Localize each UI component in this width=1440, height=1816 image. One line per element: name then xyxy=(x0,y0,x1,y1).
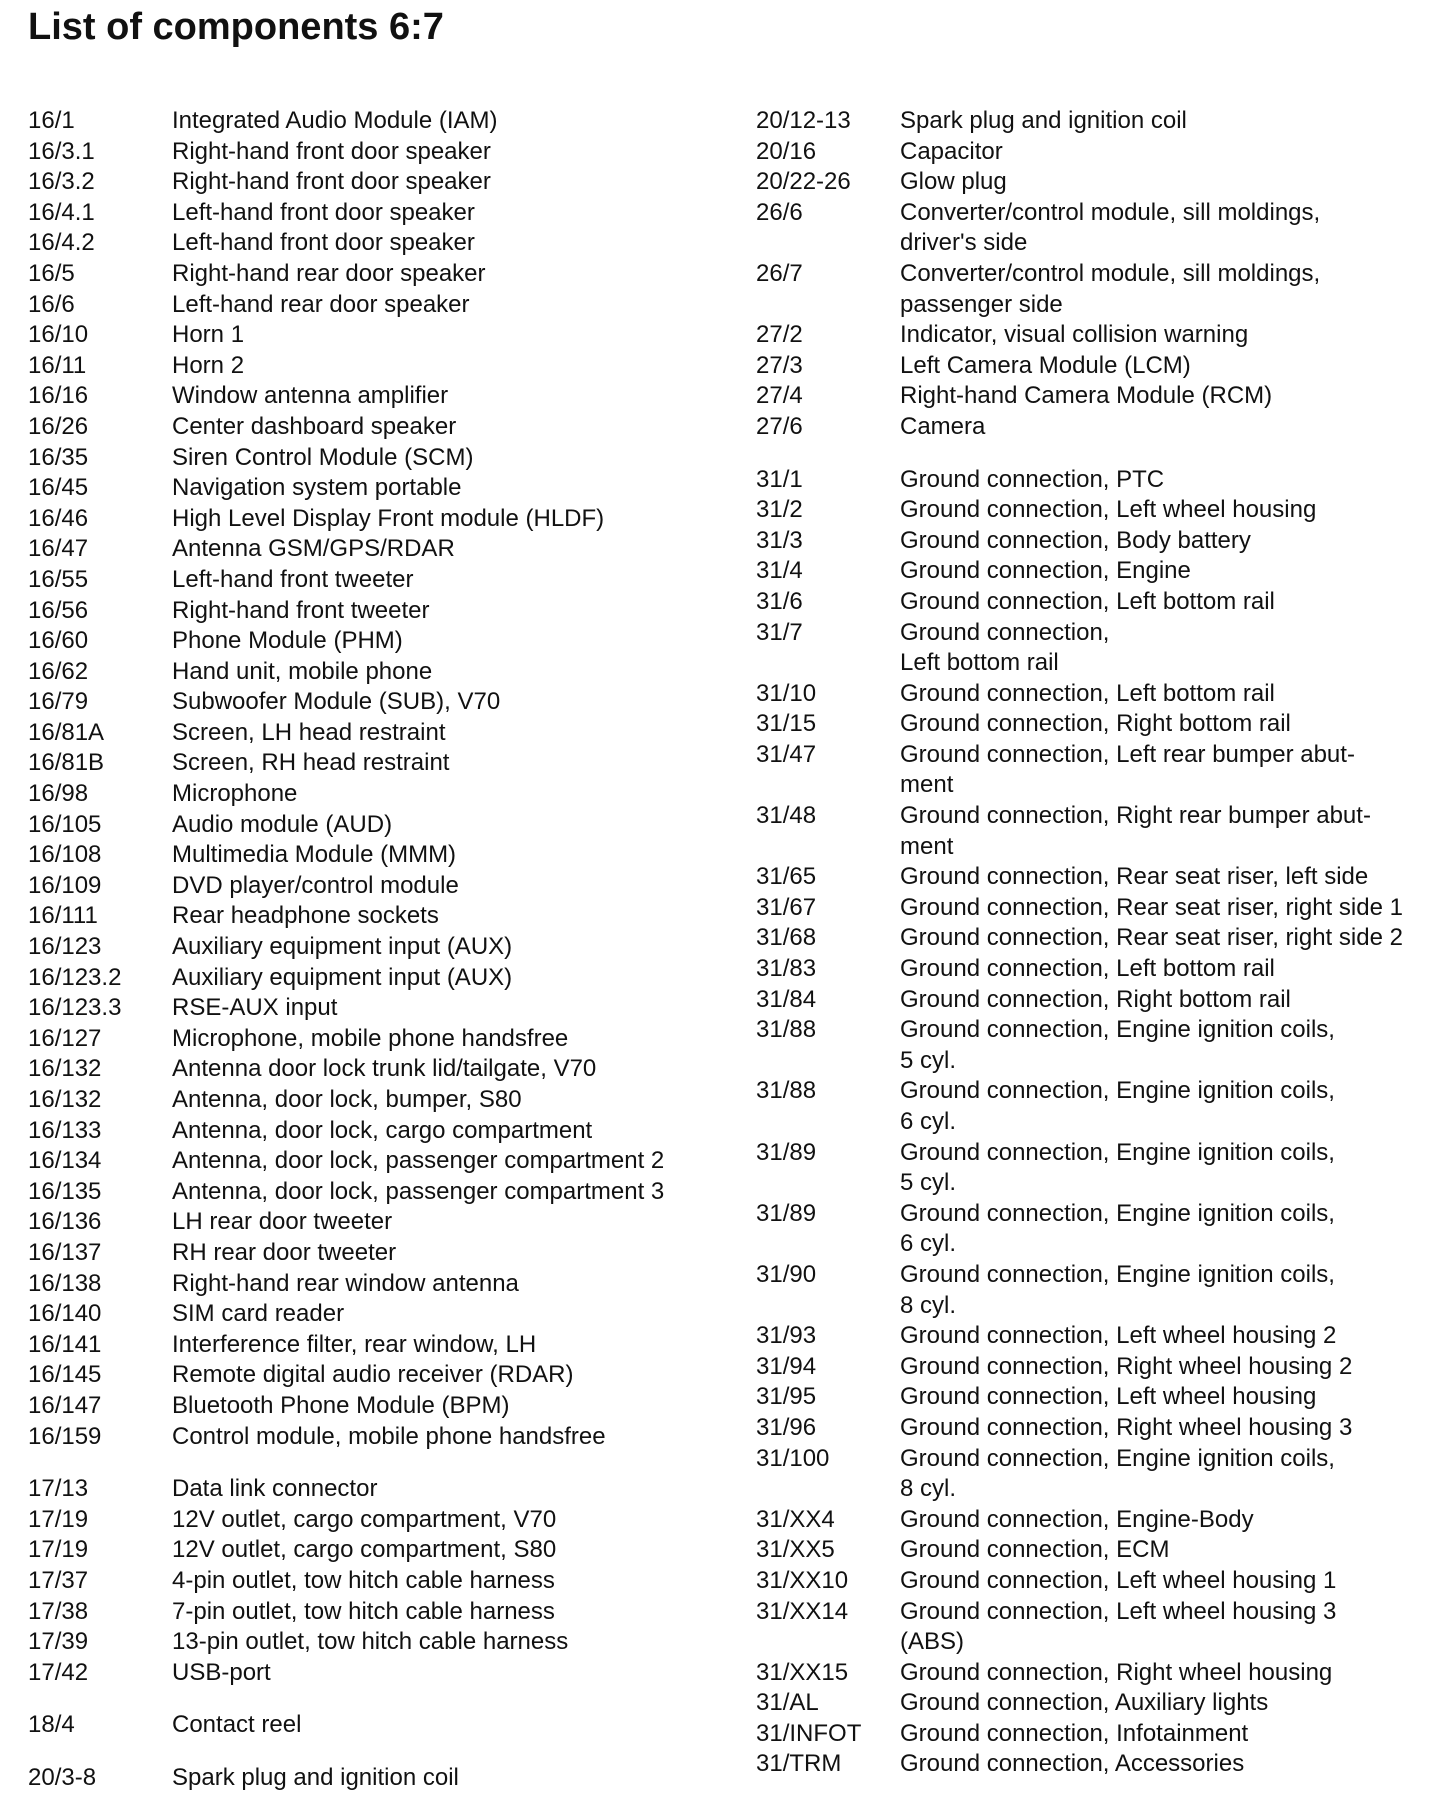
component-row xyxy=(756,495,1436,526)
component-description: Ground connection, PTC xyxy=(900,465,1165,493)
component-row xyxy=(28,1146,728,1177)
component-code: 31/65 xyxy=(756,863,817,891)
component-code: 26/6 xyxy=(756,198,803,226)
component-description: Ground connection, Engine ignition coils, 8 cyl. xyxy=(900,1444,1335,1503)
component-code: 16/62 xyxy=(28,657,89,685)
component-row xyxy=(28,1024,728,1055)
component-description: Interference filter, rear window, LH xyxy=(172,1330,537,1358)
component-code: 16/123.2 xyxy=(28,963,122,991)
component-row xyxy=(756,1199,1436,1260)
component-description: RH rear door tweeter xyxy=(172,1238,397,1266)
component-row xyxy=(28,1658,728,1689)
component-row xyxy=(756,801,1436,862)
component-description: DVD player/control module xyxy=(172,871,459,899)
component-group xyxy=(756,465,1436,1781)
component-row xyxy=(28,412,728,443)
component-code: 31/3 xyxy=(756,526,803,554)
component-row xyxy=(756,556,1436,587)
component-row xyxy=(756,381,1436,412)
component-description: 4-pin outlet, tow hitch cable harness xyxy=(172,1566,555,1594)
component-row xyxy=(756,893,1436,924)
component-row xyxy=(28,1330,728,1361)
component-code: 16/98 xyxy=(28,780,89,808)
component-code: 16/133 xyxy=(28,1116,102,1144)
component-code: 16/135 xyxy=(28,1177,102,1205)
component-code: 16/81A xyxy=(28,718,105,746)
component-code: 31/89 xyxy=(756,1138,817,1166)
component-row xyxy=(28,1360,728,1391)
component-row xyxy=(28,810,728,841)
component-row xyxy=(756,1505,1436,1536)
component-row xyxy=(756,1076,1436,1137)
component-code: 16/3.2 xyxy=(28,168,95,196)
component-description: Control module, mobile phone handsfree xyxy=(172,1422,606,1450)
component-code: 31/7 xyxy=(756,618,803,646)
component-row xyxy=(28,901,728,932)
component-row xyxy=(756,1597,1436,1658)
component-code: 31/88 xyxy=(756,1077,817,1105)
component-code: 16/159 xyxy=(28,1422,102,1450)
component-row xyxy=(28,1116,728,1147)
component-description: Antenna door lock trunk lid/tailgate, V70 xyxy=(172,1055,597,1083)
component-description: Audio module (AUD) xyxy=(172,810,393,838)
component-description: Converter/control module, sill moldings, passenger side xyxy=(900,259,1321,318)
component-code: 16/136 xyxy=(28,1208,102,1236)
component-description: Antenna, door lock, bumper, S80 xyxy=(172,1086,522,1113)
component-description: Right-hand rear door speaker xyxy=(172,259,486,287)
component-row xyxy=(28,473,728,504)
component-row xyxy=(756,106,1436,137)
component-code: 16/147 xyxy=(28,1391,102,1419)
component-row xyxy=(756,1535,1436,1566)
component-description: Camera xyxy=(900,412,986,440)
component-row xyxy=(28,626,728,657)
component-description: SIM card reader xyxy=(172,1300,345,1328)
component-row xyxy=(28,167,728,198)
component-code: 27/2 xyxy=(756,321,803,349)
component-row xyxy=(28,1177,728,1208)
component-code: 16/141 xyxy=(28,1330,102,1358)
component-code: 27/6 xyxy=(756,412,803,440)
component-code: 16/55 xyxy=(28,565,89,593)
component-row xyxy=(756,1749,1436,1780)
component-row xyxy=(28,320,728,351)
component-code: 31/2 xyxy=(756,496,803,524)
component-description: Remote digital audio receiver (RDAR) xyxy=(172,1361,574,1389)
component-code: 16/4.1 xyxy=(28,198,95,226)
component-row xyxy=(28,290,728,321)
component-row xyxy=(756,1719,1436,1750)
component-description: RSE-AUX input xyxy=(172,994,338,1022)
component-row xyxy=(28,993,728,1024)
component-description: Indicator, visual collision warning xyxy=(900,321,1249,349)
component-row xyxy=(28,1710,728,1741)
component-row xyxy=(756,320,1436,351)
component-code: 31/INFOT xyxy=(756,1719,862,1747)
component-row xyxy=(28,1763,728,1794)
component-description: Ground connection, Engine ignition coils, 6 cyl. xyxy=(900,1077,1335,1135)
component-description: Navigation system portable xyxy=(172,474,462,502)
component-row xyxy=(28,1269,728,1300)
component-code: 17/19 xyxy=(28,1536,89,1564)
component-code: 17/13 xyxy=(28,1475,89,1503)
component-code: 20/22-26 xyxy=(756,168,851,196)
component-row xyxy=(756,923,1436,954)
component-group xyxy=(28,106,728,1452)
component-description: Ground connection, Left rear bumper abut- ment xyxy=(900,740,1355,799)
component-code: 16/138 xyxy=(28,1269,102,1297)
component-description: Horn 1 xyxy=(172,321,245,349)
component-description: Ground connection, Rear seat riser, right side 2 xyxy=(900,924,1403,952)
component-row xyxy=(756,198,1436,259)
component-code: 16/109 xyxy=(28,871,102,899)
component-description: Ground connection, Accessories xyxy=(900,1750,1245,1778)
component-description: Glow plug xyxy=(900,168,1007,196)
component-description: Ground connection, Engine ignition coils, 5 cyl. xyxy=(900,1016,1335,1074)
component-row xyxy=(28,748,728,779)
component-description: Ground connection, Right bottom rail xyxy=(900,710,1291,738)
component-code: 16/123.3 xyxy=(28,994,122,1022)
component-code: 18/4 xyxy=(28,1711,75,1739)
component-description: Ground connection, Left bottom rail xyxy=(900,587,1275,615)
component-row xyxy=(756,1566,1436,1597)
component-code: 16/4.2 xyxy=(28,229,95,257)
component-code: 16/132 xyxy=(28,1055,102,1083)
component-code: 31/68 xyxy=(756,924,817,952)
component-code: 16/111 xyxy=(28,902,98,930)
component-code: 31/6 xyxy=(756,587,803,615)
component-description: Left-hand rear door speaker xyxy=(172,290,470,318)
component-description: Antenna, door lock, passenger compartment 2 xyxy=(172,1147,665,1175)
component-code: 31/XX15 xyxy=(756,1658,849,1686)
component-description: Left-hand front door speaker xyxy=(172,229,475,257)
component-group xyxy=(28,1710,728,1741)
component-description: Center dashboard speaker xyxy=(172,412,457,440)
component-row xyxy=(756,137,1436,168)
component-code: 16/140 xyxy=(28,1300,102,1328)
component-description: Contact reel xyxy=(172,1711,302,1739)
component-description: Ground connection, Left wheel housing xyxy=(900,1383,1317,1411)
component-description: Antenna, door lock, passenger compartment 3 xyxy=(172,1177,665,1205)
component-row xyxy=(756,1352,1436,1383)
component-code: 31/AL xyxy=(756,1689,819,1717)
component-description: Ground connection, Auxiliary lights xyxy=(900,1689,1269,1717)
component-row xyxy=(28,779,728,810)
component-row xyxy=(28,1207,728,1238)
component-row xyxy=(28,198,728,229)
component-description: Antenna GSM/GPS/RDAR xyxy=(172,535,455,563)
component-code: 16/108 xyxy=(28,841,102,869)
component-code: 16/123 xyxy=(28,933,102,961)
component-row xyxy=(756,862,1436,893)
left-column xyxy=(28,106,728,1815)
component-code: 16/46 xyxy=(28,504,89,532)
component-description: Ground connection, Engine ignition coils, 8 cyl. xyxy=(900,1260,1335,1319)
component-code: 31/94 xyxy=(756,1352,817,1380)
component-row xyxy=(28,1505,728,1536)
component-description: Left-hand front tweeter xyxy=(172,565,414,593)
component-description: Window antenna amplifier xyxy=(172,382,449,410)
component-description: Ground connection, Right wheel housing 2 xyxy=(900,1352,1353,1380)
component-code: 31/4 xyxy=(756,557,803,585)
component-row xyxy=(756,1688,1436,1719)
component-group xyxy=(28,1474,728,1688)
component-row xyxy=(756,1260,1436,1321)
component-row xyxy=(756,351,1436,382)
component-row xyxy=(756,167,1436,198)
component-row xyxy=(28,1391,728,1422)
component-description: Microphone xyxy=(172,780,298,808)
component-code: 31/48 xyxy=(756,802,817,830)
component-row xyxy=(28,840,728,871)
component-row xyxy=(28,228,728,259)
component-row xyxy=(28,657,728,688)
component-row xyxy=(28,1238,728,1269)
component-code: 16/10 xyxy=(28,321,89,349)
component-description: Data link connector xyxy=(172,1475,378,1503)
component-description: Screen, LH head restraint xyxy=(172,718,446,746)
component-description: Ground connection, Right wheel housing 3 xyxy=(900,1413,1353,1441)
component-code: 20/3-8 xyxy=(28,1763,97,1791)
component-code: 16/47 xyxy=(28,535,89,563)
component-row xyxy=(28,871,728,902)
component-row xyxy=(28,1474,728,1505)
component-code: 31/96 xyxy=(756,1413,817,1441)
component-code: 27/3 xyxy=(756,351,803,379)
component-row xyxy=(28,963,728,994)
component-code: 16/26 xyxy=(28,412,89,440)
component-code: 16/56 xyxy=(28,596,89,624)
component-row xyxy=(28,1566,728,1597)
component-code: 16/137 xyxy=(28,1238,102,1266)
component-description: Horn 2 xyxy=(172,351,245,379)
component-row xyxy=(756,1658,1436,1689)
component-code: 16/1 xyxy=(28,107,75,134)
component-code: 16/79 xyxy=(28,688,89,716)
component-description: Ground connection, Engine xyxy=(900,557,1191,585)
component-code: 31/88 xyxy=(756,1016,817,1044)
component-row xyxy=(756,740,1436,801)
component-row xyxy=(756,709,1436,740)
component-code: 31/95 xyxy=(756,1383,817,1411)
component-code: 31/100 xyxy=(756,1444,830,1472)
component-description: Microphone, mobile phone handsfree xyxy=(172,1024,569,1052)
component-row xyxy=(28,1085,728,1116)
component-description: 7-pin outlet, tow hitch cable harness xyxy=(172,1597,555,1625)
component-row xyxy=(28,565,728,596)
component-row xyxy=(756,954,1436,985)
component-description: Right-hand rear window antenna xyxy=(172,1269,519,1297)
component-row xyxy=(28,932,728,963)
component-code: 16/45 xyxy=(28,474,89,502)
component-description: Ground connection, Left wheel housing 3 (ABS) xyxy=(900,1597,1337,1656)
component-description: 13-pin outlet, tow hitch cable harness xyxy=(172,1628,569,1656)
component-code: 16/60 xyxy=(28,627,89,655)
component-code: 16/3.1 xyxy=(28,137,95,165)
component-row xyxy=(28,259,728,290)
component-row xyxy=(28,1597,728,1628)
right-column xyxy=(756,106,1436,1802)
component-code: 17/39 xyxy=(28,1628,89,1656)
component-description: Right-hand front door speaker xyxy=(172,137,491,165)
component-row xyxy=(28,351,728,382)
component-code: 31/XX10 xyxy=(756,1566,849,1594)
component-description: Antenna, door lock, cargo compartment xyxy=(172,1116,593,1144)
component-row xyxy=(28,1422,728,1453)
component-code: 20/16 xyxy=(756,137,817,165)
component-description: Ground connection, Body battery xyxy=(900,526,1251,554)
component-description: Siren Control Module (SCM) xyxy=(172,443,474,471)
component-description: Ground connection, Right rear bumper abut- ment xyxy=(900,802,1371,860)
component-description: Ground connection, Left wheel housing 2 xyxy=(900,1322,1337,1350)
component-description: Left Camera Module (LCM) xyxy=(900,351,1191,379)
component-row xyxy=(756,679,1436,710)
component-description: Spark plug and ignition coil xyxy=(172,1763,459,1791)
component-row xyxy=(28,443,728,474)
component-row xyxy=(756,1138,1436,1199)
component-code: 16/5 xyxy=(28,259,75,287)
component-code: 17/42 xyxy=(28,1658,89,1686)
component-code: 16/16 xyxy=(28,382,89,410)
component-row xyxy=(756,587,1436,618)
component-code: 16/35 xyxy=(28,443,89,471)
component-code: 20/12-13 xyxy=(756,107,851,134)
component-description: Ground connection, Right wheel housing xyxy=(900,1658,1333,1686)
component-code: 31/83 xyxy=(756,955,817,983)
component-description: Ground connection, Left wheel housing xyxy=(900,496,1317,524)
component-code: 31/10 xyxy=(756,679,817,707)
component-code: 16/6 xyxy=(28,290,75,318)
component-code: 31/93 xyxy=(756,1322,817,1350)
component-description: Ground connection, Rear seat riser, right side 1 xyxy=(900,893,1403,921)
component-code: 16/134 xyxy=(28,1147,102,1175)
component-description: Right-hand front door speaker xyxy=(172,168,491,196)
component-code: 16/127 xyxy=(28,1024,102,1052)
component-description: Ground connection, Left bottom rail xyxy=(900,679,1275,707)
component-code: 17/37 xyxy=(28,1566,89,1594)
component-row xyxy=(756,1444,1436,1505)
component-description: Ground connection, Engine ignition coils, 5 cyl. xyxy=(900,1138,1335,1197)
component-row xyxy=(28,137,728,168)
component-description: Hand unit, mobile phone xyxy=(172,657,433,685)
component-description: Multimedia Module (MMM) xyxy=(172,841,457,869)
component-description: High Level Display Front module (HLDF) xyxy=(172,504,605,532)
component-description: Ground connection, Left bottom rail xyxy=(900,618,1110,677)
component-code: 31/89 xyxy=(756,1199,817,1227)
component-description: Rear headphone sockets xyxy=(172,902,439,930)
component-code: 31/90 xyxy=(756,1260,817,1288)
component-code: 31/1 xyxy=(756,465,803,493)
component-code: 27/4 xyxy=(756,382,803,410)
component-description: Screen, RH head restraint xyxy=(172,749,450,777)
component-code: 17/19 xyxy=(28,1505,89,1533)
component-group xyxy=(756,106,1436,443)
component-row xyxy=(756,985,1436,1016)
component-description: Bluetooth Phone Module (BPM) xyxy=(172,1391,510,1419)
component-description: Capacitor xyxy=(900,137,1003,165)
component-row xyxy=(28,504,728,535)
component-row xyxy=(28,1627,728,1658)
component-description: 12V outlet, cargo compartment, V70 xyxy=(172,1505,557,1533)
component-description: Phone Module (PHM) xyxy=(172,627,403,655)
component-description: USB-port xyxy=(172,1658,271,1686)
component-description: Right-hand front tweeter xyxy=(172,596,430,624)
component-group xyxy=(28,1763,728,1794)
component-description: Auxiliary equipment input (AUX) xyxy=(172,933,513,961)
component-description: Subwoofer Module (SUB), V70 xyxy=(172,688,501,716)
component-row xyxy=(756,1015,1436,1076)
component-description: 12V outlet, cargo compartment, S80 xyxy=(172,1536,557,1564)
component-row xyxy=(756,465,1436,496)
component-description: Ground connection, Infotainment xyxy=(900,1719,1249,1747)
component-code: 16/145 xyxy=(28,1361,102,1389)
component-code: 31/XX4 xyxy=(756,1505,835,1533)
component-description: Ground connection, Rear seat riser, left side xyxy=(900,863,1369,891)
component-description: Spark plug and ignition coil xyxy=(900,107,1187,134)
component-description: Auxiliary equipment input (AUX) xyxy=(172,963,513,991)
component-description: Ground connection, Engine ignition coils, 6 cyl. xyxy=(900,1199,1335,1258)
component-row xyxy=(756,1382,1436,1413)
component-code: 26/7 xyxy=(756,259,803,287)
component-code: 31/15 xyxy=(756,710,817,738)
component-row xyxy=(756,526,1436,557)
component-row xyxy=(756,412,1436,443)
component-code: 31/84 xyxy=(756,985,817,1013)
component-row xyxy=(28,381,728,412)
component-row xyxy=(28,1299,728,1330)
component-code: 31/XX5 xyxy=(756,1536,835,1564)
component-code: 31/67 xyxy=(756,893,817,921)
page-title: List of components 6:7 xyxy=(28,6,444,48)
component-description: Ground connection, Engine-Body xyxy=(900,1505,1254,1533)
component-description: LH rear door tweeter xyxy=(172,1208,393,1236)
component-code: 17/38 xyxy=(28,1597,89,1625)
component-code: 16/132 xyxy=(28,1086,102,1113)
component-row xyxy=(756,1413,1436,1444)
component-row xyxy=(28,718,728,749)
component-code: 16/11 xyxy=(28,351,87,379)
component-code: 16/81B xyxy=(28,749,105,777)
component-description: Ground connection, Right bottom rail xyxy=(900,985,1291,1013)
component-row xyxy=(28,596,728,627)
component-row xyxy=(756,618,1436,679)
component-description: Ground connection, ECM xyxy=(900,1536,1170,1564)
component-code: 16/105 xyxy=(28,810,102,838)
component-row xyxy=(28,106,728,137)
component-code: 31/47 xyxy=(756,740,817,768)
component-description: Integrated Audio Module (IAM) xyxy=(172,107,498,134)
component-description: Converter/control module, sill moldings, driver's side xyxy=(900,198,1321,257)
component-row xyxy=(756,1321,1436,1352)
component-row xyxy=(28,687,728,718)
component-code: 31/TRM xyxy=(756,1750,842,1778)
component-row xyxy=(28,1054,728,1085)
component-description: Ground connection, Left wheel housing 1 xyxy=(900,1566,1337,1594)
component-description: Left-hand front door speaker xyxy=(172,198,475,226)
component-description: Ground connection, Left bottom rail xyxy=(900,955,1275,983)
component-description: Right-hand Camera Module (RCM) xyxy=(900,382,1273,410)
component-row xyxy=(756,259,1436,320)
component-code: 31/XX14 xyxy=(756,1597,849,1625)
component-row xyxy=(28,534,728,565)
component-row xyxy=(28,1535,728,1566)
